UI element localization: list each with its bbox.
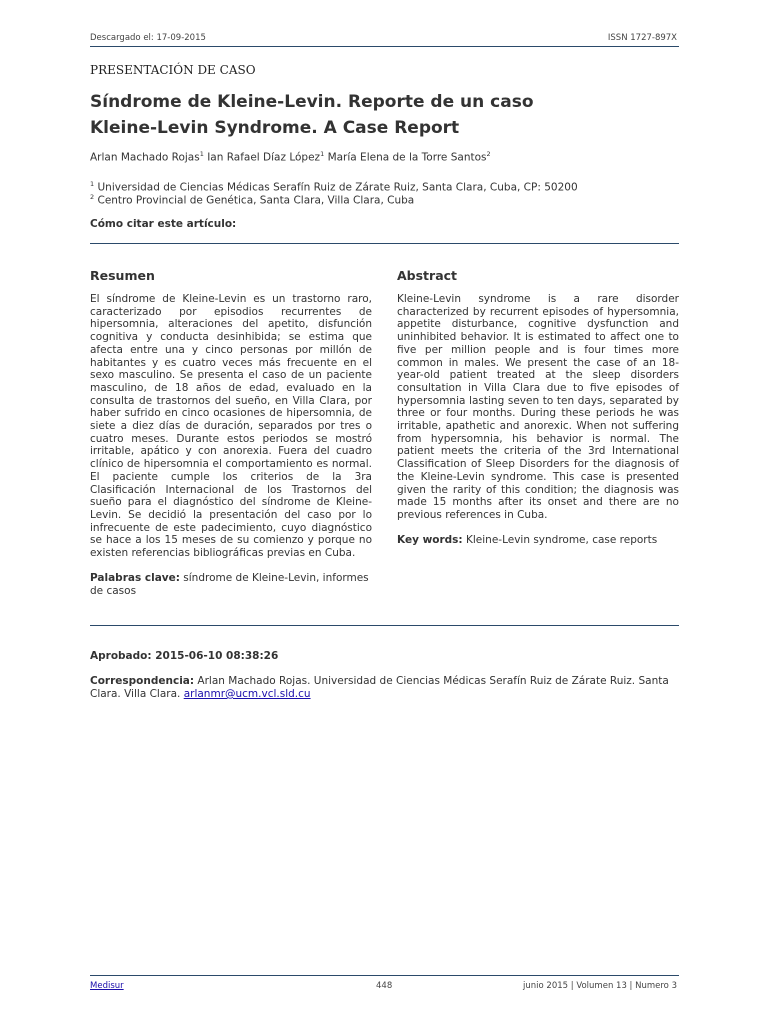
approval-date: Aprobado: 2015-06-10 08:38:26 [90,650,279,662]
page-header [90,30,679,46]
author-affiliation-mark: 2 [486,150,491,158]
abstract-column [397,268,679,547]
author-list [90,150,491,164]
correspondence-label: Correspondencia: [90,675,195,687]
abstract-heading: Abstract [397,268,458,283]
footer-divider [90,975,679,976]
section-divider [90,625,679,626]
affiliation-text: Centro Provincial de Genética, Santa Clara, Villa Clara, Cuba [97,194,415,207]
citation-label: Cómo citar este artículo: [90,218,237,230]
section-divider [90,243,679,244]
correspondence [90,675,679,701]
author-name: Ian Rafael Díaz López [207,151,321,164]
header-divider [90,46,679,47]
resumen-column [90,268,372,598]
affiliation-mark: 1 [90,180,95,188]
affiliation [90,193,414,207]
affiliation-mark: 2 [90,193,95,201]
title-spanish: Síndrome de Kleine-Levin. Reporte de un caso [90,92,534,112]
affiliation-text: Universidad de Ciencias Médicas Serafín Ruiz de Zárate Ruiz, Santa Clara, Cuba, CP: 50200 [97,181,578,194]
resumen-body: El síndrome de Kleine-Levin es un trastorno raro, caracterizado por episodios recurrentes de hipersomnia, alteraciones del apetito, disfunción cognitiva y conducta desinhibida; se estima que afecta entre una y cinco personas por millón de habitantes y es cuatro veces más frecuente en el sexo masculino. Se presenta el caso de un paciente masculino, de 18 años de edad, evaluado en la consulta de trastornos del sueño, en Villa Clara, por haber sufrido en cinco ocasiones de hipersomnia, de siete a diez días de duración, separados por tres o cuatro meses. Durante estos periodos se mostró irritable, apático y con anorexia. Fuera del cuadro clínico de hipersomnia el comportamiento es normal. El paciente cumple los criterios de la 3ra Clasificación Internacional de los Trastornos del sueño para el diagnóstico del síndrome de Kleine-Levin. Se decidió la presentación del caso por lo infrecuente de este padecimiento, cuyo diagnóstico se hace a los 15 meses de su comienzo y porque no existen referencias bibliográficas previas en Cuba. [90,293,372,560]
author-name: María Elena de la Torre Santos [327,151,487,164]
correspondence-text: Arlan Machado Rojas. Universidad de Ciencias Médicas Serafín Ruiz de Zárate Ruiz. Santa Clara. Villa Clara. [90,675,669,700]
keywords-text: Kleine-Levin syndrome, case reports [465,533,658,546]
section-type: PRESENTACIÓN DE CASO [90,63,256,77]
correspondence-email-link[interactable]: arlanmr@ucm.vcl.sld.cu [183,688,311,700]
page-number: 448 [376,981,393,991]
resumen-heading: Resumen [90,268,155,283]
keywords-label: Key words: [397,533,463,546]
abstract-body: Kleine-Levin syndrome is a rare disorder characterized by recurrent episodes of hypersomnia, appetite disturbance, cognitive dysfunction and uninhibited behavior. It is estimated to affect one to five per million people and is four times more common in males. We present the case of an 18-year-old patient treated at the sleep disorders consultation in Villa Clara due to five episodes of hypersomnia lasting seven to ten days, separated by three or four months. During these periods he was irritable, apathetic and anorexic. When not suffering from hypersomnia, his behavior is normal. The patient meets the criteria of the 3rd International Classification of Sleep Disorders for the diagnosis of the Kleine-Levin syndrome. This case is presented given the rarity of this condition; the diagnosis was made 15 months after its onset and there are no previous references in Cuba. [397,293,679,521]
issn: ISSN 1727-897X [607,33,677,43]
keywords-label: Palabras clave: [90,571,180,584]
affiliation [90,180,578,194]
keywords-text: síndrome de Kleine-Levin, informes de casos [90,571,369,597]
page-footer [90,975,679,993]
issue-info: junio 2015 | Volumen 13 | Numero 3 [523,981,677,991]
abstract-keywords [397,534,679,547]
author-name: Arlan Machado Rojas [90,151,200,164]
author-affiliation-mark: 1 [320,150,325,158]
author-affiliation-mark: 1 [199,150,204,158]
resumen-keywords [90,572,372,598]
download-date: Descargado el: 17-09-2015 [90,33,206,43]
journal-link[interactable]: Medisur [90,981,124,991]
title-english: Kleine-Levin Syndrome. A Case Report [90,118,460,138]
